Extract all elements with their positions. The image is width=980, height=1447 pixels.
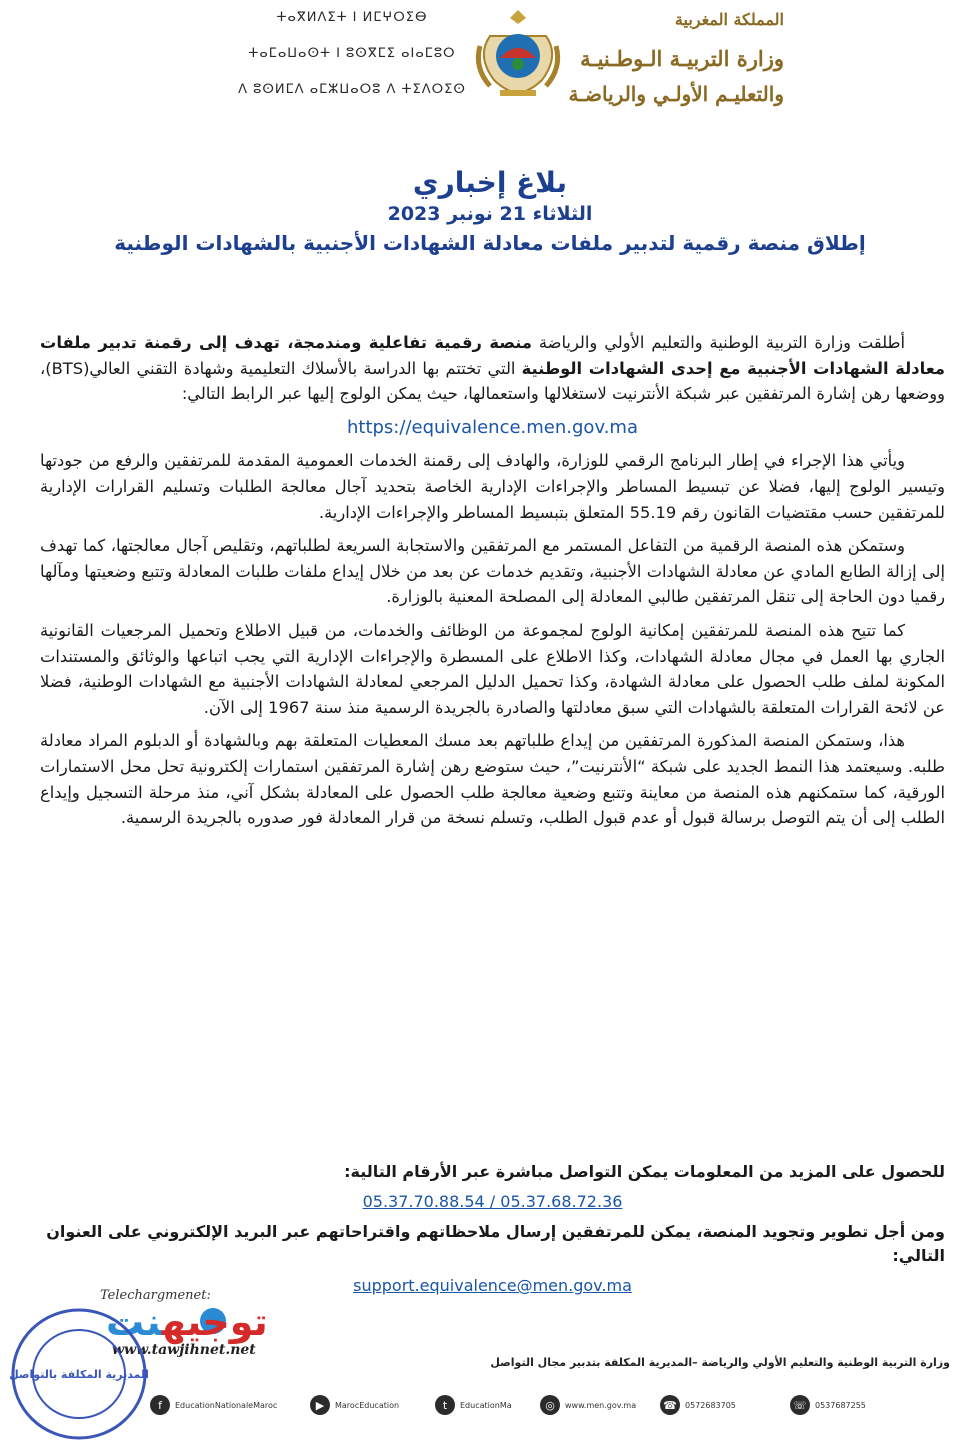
p1-highlight: منصة رقمية تفاعلية ومندمجة، تهدف إلى رقمنة تدبير ملفات معادلة الشهادات الأجنبية مع إحدى الشهادات الوطنية [40, 333, 945, 378]
social-label: EducationNationaleMaroc [175, 1400, 278, 1410]
social-twitter[interactable] [435, 1394, 512, 1416]
platform-link[interactable]: https://equivalence.men.gov.ma [346, 416, 638, 438]
social-label: MarocEducation [335, 1400, 400, 1410]
phone-numbers[interactable]: 05.37.70.88.54 / 05.37.68.72.36 [362, 1192, 623, 1211]
paragraph-3: وستمكن هذه المنصة الرقمية من التفاعل المستمر مع المرتفقين والاستجابة السريعة لطلباتهم، وتقليص آجال معالجتها، كما تهدف إلى إزالة الطابع المادي عن معادلة الشهادات الأجنبية، وتقديم خدمات عن بعد من خلال إيداع ملفات طلبات المعادلة وتتبع وضعيتها ومآلها رقميا دون الحاجة إلى تنقل المرتفقين طالبي المعادلة إلى المصلحة المعنية بالوزارة. [40, 536, 945, 607]
p1-rest: التي تختتم بها الدراسة بالأسلاك التعليمية وشهادة التقني العالي(BTS)، ووضعها رهن إشارة المرتفقين عبر شبكة الأنترنيت لاستغلالها واستعمالها، حيث يمكن الولوج إليها عبر الرابط التالي: [40, 358, 945, 404]
p1-intro: أطلقت وزارة التربية الوطنية والتعليم الأولي والرياضة [538, 333, 905, 352]
facebook-icon: f [150, 1395, 170, 1415]
title-block [40, 166, 940, 255]
press-date: الثلاثاء 21 نونبر 2023 [387, 203, 593, 225]
tifinagh-kingdom: ⵜⴰⴳⵍⴷⵉⵜ ⵏ ⵍⵎⵖⵔⵉⴱ [276, 10, 428, 25]
press-body [40, 330, 945, 839]
social-website[interactable] [540, 1394, 636, 1416]
tifinagh-ministry-1: ⵜⴰⵎⴰⵡⴰⵙⵜ ⵏ ⵓⵙⴳⵎⵉ ⴰⵏⴰⵎⵓⵔ [248, 46, 456, 61]
support-email-link[interactable]: support.equivalence@men.gov.ma [353, 1276, 632, 1295]
ministry-name-line1: وزارة التربيـة الـوطـنيـة [580, 46, 784, 71]
footer-directorate: وزارة التربية الوطنية والتعليم الأولي والرياضة –المديرية المكلفة بتدبير مجال التواصل [490, 1356, 950, 1369]
paragraph-2: ويأتي هذا الإجراء في إطار البرنامج الرقمي للوزارة، والهادف إلى رقمنة الخدمات العمومية المقدمة للمرتفقين والرفع من جودتها وتيسير الولوج إليها، فضلا عن تبسيط المساطر والإجراءات الإدارية الخاصة بتحديد آجال معالجة الطلبات وتسليم القرارات الإدارية للمرتفقين حسب مقتضيات القانون رقم 55.19 المتعلق بتبسيط المساطر والإجراءات الإدارية. [40, 451, 945, 522]
phone-icon: ☎ [660, 1395, 680, 1415]
ministry-name-line2: والتعليـم الأولـي والرياضـة [568, 82, 784, 106]
phones-intro: للحصول على المزيد من المعلومات يمكن التواصل مباشرة عبر الأرقام التالية: [344, 1162, 945, 1181]
globe-icon: ◎ [540, 1395, 560, 1415]
social-label: 0572683705 [685, 1400, 736, 1410]
official-stamp [4, 1300, 154, 1446]
kingdom-name: المملكة المغربية [674, 10, 784, 29]
social-facebook[interactable] [150, 1394, 277, 1416]
social-label: 0537687255 [815, 1400, 866, 1410]
paragraph-1 [40, 330, 945, 407]
paragraph-5: هذا، وستمكن المنصة المذكورة المرتفقين من إيداع طلباتهم بعد مسك المعطيات المتعلقة بهم وبالشهادة أو الدبلوم المراد معادلة طلبه. وسيعتمد هذا النمط الجديد على شبكة “الأنترنيت”، حيث ستوضع رهن إشارة المرتفقين استمارات إلكترونية تحل محل الاستمارات الورقية، كما ستمكنهم هذه المنصة من معاينة وتتبع وضعية معالجة طلب الحصول على المعادلة بشكل آني، منذ مرحلة التسجيل وإيداع الطلب إلى أن يتم التوصل برسالة قبول أو عدم قبول الطلب، وتسلم نسخة من قرار المعادلة فور صدوره بالجريدة الرسمية. [40, 731, 945, 828]
email-intro: ومن أجل تطوير وتجويد المنصة، يمكن للمرتفقين إرسال ملاحظاتهم واقتراحاتهم عبر البريد الإلكتروني على العنوان التالي: [46, 1222, 945, 1265]
watermark-brand-part1: توجيه [161, 1300, 268, 1344]
letterhead [0, 0, 980, 130]
watermark-brand-part2: نت [106, 1300, 162, 1344]
youtube-icon: ▶ [310, 1395, 330, 1415]
twitter-icon: t [435, 1395, 455, 1415]
press-subject: إطلاق منصة رقمية لتدبير ملفات معادلة الشهادات الأجنبية بالشهادات الوطنية [114, 231, 866, 255]
stamp-text: المديرية المكلفة بالتواصل [9, 1368, 149, 1381]
tifinagh-ministry-2: ⴷ ⵓⵙⵍⵎⴷ ⴰⵎⵣⵡⴰⵔⵓ ⴷ ⵜⵉⴷⵔⵉⵙ [238, 82, 466, 97]
social-youtube[interactable] [310, 1394, 399, 1416]
watermark-download-label: Telechargmenet: [100, 1288, 211, 1303]
social-phone[interactable] [660, 1394, 736, 1416]
social-label: EducationMa [460, 1400, 512, 1410]
social-fax[interactable] [790, 1394, 866, 1416]
paragraph-4: كما تتيح هذه المنصة للمرتفقين إمكانية الولوج لمجموعة من الوظائف والخدمات، من قبيل الاطلاع وتحميل المرجعيات القانونية الجاري بها العمل في مجال معادلة الشهادات، وكذا الاطلاع على المسطرة والإجراءات الإدارية التي يجب اتباعها والوثائق والمستندات المكونة لملف طلب الحصول على معادلة الشهادة، وكذا تحميل الدليل المرجعي لمعادلة الشهادات الأجنبية مع الشهادات الوطنية، فضلا عن لائحة القرارات المتعلقة بالشهادات التي سبق معادلتها والصادرة بالجريدة الرسمية منذ سنة 1967 إلى الآن. [40, 620, 945, 717]
social-label: www.men.gov.ma [565, 1400, 637, 1410]
contact-section [40, 1160, 945, 1304]
watermark-url: www.tawjihnet.net [112, 1342, 256, 1358]
page-title: بلاغ إخباري [412, 166, 568, 199]
fax-icon: ☏ [790, 1395, 810, 1415]
social-bar [150, 1388, 910, 1422]
